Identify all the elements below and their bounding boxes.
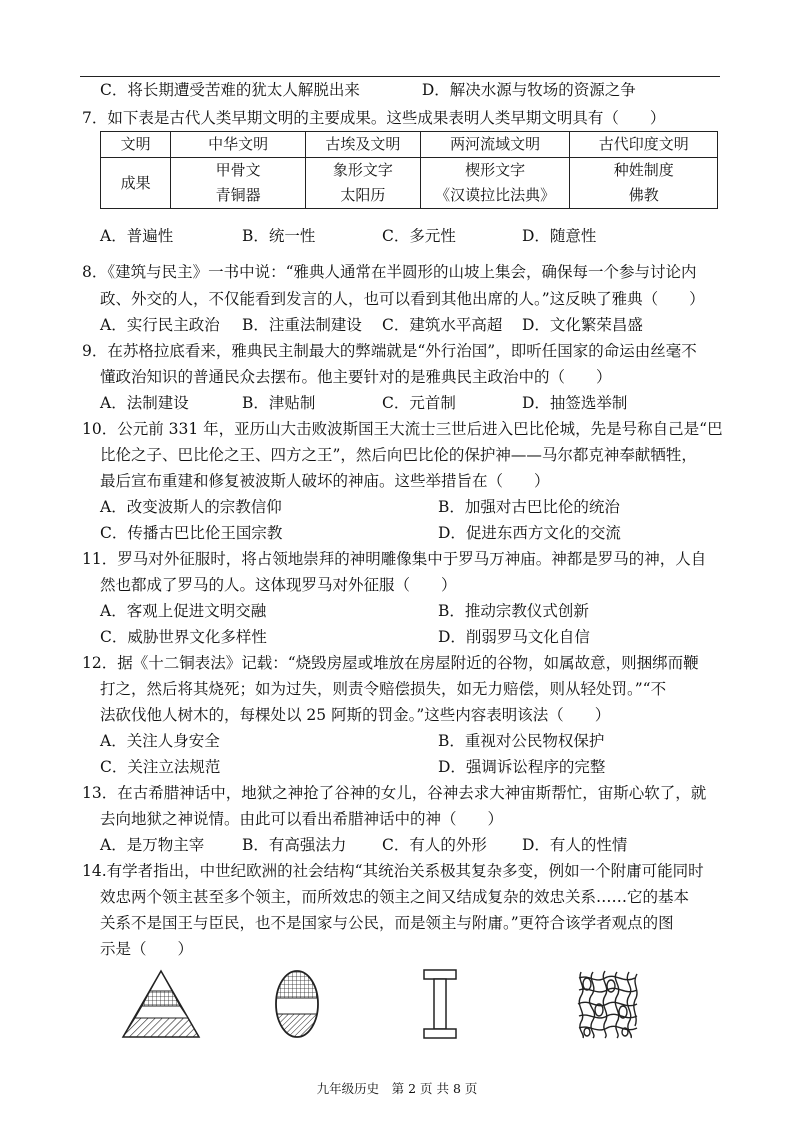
q12-option-b: B．重视对公民物权保护	[438, 732, 605, 750]
q11-option-a: A．客观上促进文明交融	[100, 602, 267, 620]
q8-option-a: A．实行民主政治	[100, 316, 220, 334]
q8-line-1: 8．《建筑与民主》一书中说：“雅典人通常在半圆形的山坡上集会，确保每一个参与讨论内	[82, 263, 697, 281]
q9-option-b: B．津贴制	[242, 394, 316, 412]
table-cell: 甲骨文 青铜器	[171, 158, 306, 209]
q12-option-a: A．关注人身安全	[100, 732, 220, 750]
q9-option-c: C．元首制	[382, 394, 456, 412]
table-header: 两河流域文明	[420, 132, 570, 158]
q12-option-c: C．关注立法规范	[100, 758, 221, 776]
q7-option-a: A．普遍性	[100, 227, 174, 245]
q8-line-2: 政、外交的人，不仅能看到发言的人，也可以看到其他出席的人。”这反映了雅典（ ）	[100, 290, 705, 308]
q8-option-d: D．文化繁荣昌盛	[522, 316, 643, 334]
q9-line-1: 9．在苏格拉底看来，雅典民主制最大的弊端就是“外行治国”，即听任国家的命运由丝毫不	[82, 342, 697, 360]
pyramid-diagram	[120, 968, 202, 1040]
q10-option-b: B．加强对古巴比伦的统治	[438, 498, 620, 516]
q8-option-c: C．建筑水平高超	[382, 316, 503, 334]
q14-line-4: 示是（ ）	[100, 940, 194, 958]
tangled-network-diagram	[575, 968, 641, 1040]
table-header: 古代印度文明	[570, 132, 718, 158]
q9-option-a: A．法制建设	[100, 394, 189, 412]
q10-option-c: C．传播古巴比伦王国宗教	[100, 524, 283, 542]
table-cell: 楔形文字 《汉谟拉比法典》	[420, 158, 570, 209]
q11-option-b: B．推动宗教仪式创新	[438, 602, 589, 620]
table-header: 文明	[101, 132, 171, 158]
q11-option-d: D．削弱罗马文化自信	[438, 628, 590, 646]
table-cell: 种姓制度 佛教	[570, 158, 718, 209]
table-header-row	[101, 132, 718, 158]
q12-line-3: 法砍伐他人树木的，每棵处以 25 阿斯的罚金。”这些内容表明该法（ ）	[100, 706, 611, 724]
dumbbell-diagram	[420, 968, 460, 1040]
q12-line-1: 12．据《十二铜表法》记载：“烧毁房屋或堆放在房屋附近的谷物，如属故意，则捆绑而鞭	[82, 654, 699, 672]
q13-line-2: 去向地狱之神说情。由此可以看出希腊神话中的神（ ）	[100, 810, 504, 828]
q7-option-b: B．统一性	[242, 227, 316, 245]
q11-line-1: 11．罗马对外征服时，将占领地崇拜的神明雕像集中于罗马万神庙。神都是罗马的神，人自	[82, 550, 707, 568]
q14-line-1: 14.有学者指出，中世纪欧洲的社会结构“其统治关系极其复杂多变，例如一个附庸可能同时	[82, 862, 704, 880]
table-row-label: 成果	[101, 158, 171, 209]
ellipse-diagram	[272, 968, 322, 1040]
q14-line-2: 效忠两个领主甚至多个领主，而所效忠的领主之间又结成复杂的效忠关系……它的基本	[100, 888, 690, 906]
q11-option-c: C．威胁世界文化多样性	[100, 628, 267, 646]
q7-table	[100, 131, 718, 209]
q11-line-2: 然也都成了罗马的人。这体现罗马对外征服（ ）	[100, 576, 457, 594]
q7-option-d: D．随意性	[522, 227, 597, 245]
q7-option-c: C．多元性	[382, 227, 456, 245]
q10-option-a: A．改变波斯人的宗教信仰	[100, 498, 282, 516]
q9-option-d: D．抽签选举制	[522, 394, 628, 412]
q13-option-d: D．有人的性情	[522, 836, 628, 854]
q13-line-1: 13．在古希腊神话中，地狱之神抢了谷神的女儿，谷神去求大神宙斯帮忙，宙斯心软了，就	[82, 784, 707, 802]
table-row	[101, 158, 718, 209]
q14-line-3: 关系不是国王与臣民，也不是国家与公民，而是领主与附庸。”更符合该学者观点的图	[100, 914, 674, 932]
q7-stem: 7．如下表是古代人类早期文明的主要成果。这些成果表明人类早期文明具有（ ）	[82, 109, 666, 127]
q10-option-d: D．促进东西方文化的交流	[438, 524, 621, 542]
table-cell: 象形文字 太阳历	[306, 158, 421, 209]
q13-option-c: C．有人的外形	[382, 836, 487, 854]
q12-line-2: 打之，然后将其烧死；如为过失，则责令赔偿损失，如无力赔偿，则从轻处罚。”“不	[100, 680, 667, 698]
q10-line-1: 10．公元前 331 年，亚历山大击败波斯国王大流士三世后进入巴比伦城，先是号称自己是“巴	[82, 420, 723, 438]
q8-option-b: B．注重法制建设	[242, 316, 362, 334]
q13-option-b: B．有高强法力	[242, 836, 347, 854]
q12-option-d: D．强调诉讼程序的完整	[438, 758, 606, 776]
page-footer: 九年级历史 第 2 页 共 8 页	[316, 1081, 478, 1096]
q6-options-cd: C．将长期遭受苦难的犹太人解脱出来 D．解决水源与牧场的资源之争	[100, 81, 636, 99]
q10-line-3: 最后宣布重建和修复被波斯人破坏的神庙。这些举措旨在（ ）	[100, 472, 550, 490]
table-header: 古埃及文明	[306, 132, 421, 158]
q9-line-2: 懂政治知识的普通民众去摆布。他主要针对的是雅典民主政治中的（ ）	[100, 368, 612, 386]
q13-option-a: A．是万物主宰	[100, 836, 205, 854]
q10-line-2: 比伦之子、巴比伦之王、四方之王”，然后向巴比伦的保护神——马尔都克神奉献牺牲，	[100, 446, 697, 464]
table-header: 中华文明	[171, 132, 306, 158]
